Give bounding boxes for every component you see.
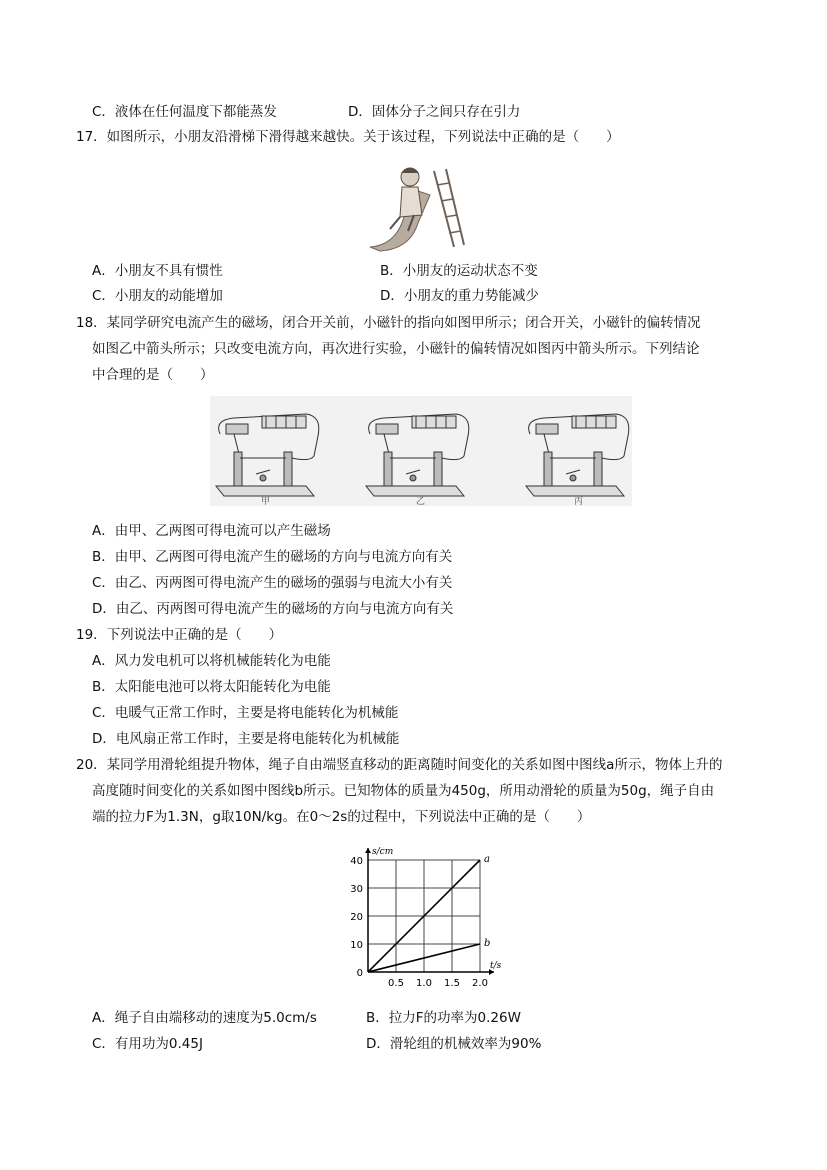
- x-tick-label: 2.0: [472, 978, 488, 989]
- compass-experiment-figure: [210, 396, 632, 506]
- y-axis-label: s/cm: [372, 847, 394, 857]
- q20-option-a: A．绳子自由端移动的速度为5.0cm/s: [92, 1010, 317, 1026]
- y-tick-label: 30: [350, 884, 363, 895]
- q16-option-d: D．固体分子之间只存在引力: [348, 104, 521, 120]
- series-label-a: a: [484, 854, 490, 865]
- q17-option-c: C．小朋友的动能增加: [92, 288, 223, 304]
- q19-option-a: A．风力发电机可以将机械能转化为电能: [92, 653, 331, 669]
- q17-option-a: A．小朋友不具有惯性: [92, 263, 223, 279]
- slide-illustration: [366, 157, 466, 253]
- q18-option-b: B．由甲、乙两图可得电流产生的磁场的方向与电流方向有关: [92, 549, 453, 565]
- q16-option-c: C．液体在任何温度下都能蒸发: [92, 104, 277, 120]
- series-label-b: b: [484, 938, 491, 949]
- q17-option-b: B．小朋友的运动状态不变: [380, 263, 538, 279]
- x-axis-label: t/s: [490, 961, 502, 971]
- figure-label-jia: 甲: [261, 497, 271, 507]
- x-tick-label: 1.5: [444, 978, 460, 989]
- y-axis-arrow: [365, 848, 371, 853]
- q20-option-d: D．滑轮组的机械效率为90%: [366, 1036, 542, 1052]
- q20-stem-line3: 端的拉力F为1.3N，g取10N/kg。在0～2s的过程中，下列说法中正确的是（ ）: [92, 809, 591, 825]
- q20-stem-line1: 20．某同学用滑轮组提升物体，绳子自由端竖直移动的距离随时间变化的关系如图中图线a所示，物体上升的: [76, 757, 723, 773]
- q18-option-d: D．由乙、丙两图可得电流产生的磁场的方向与电流方向有关: [92, 601, 454, 617]
- distance-time-chart: [328, 840, 508, 1000]
- q17-option-d: D．小朋友的重力势能减少: [380, 288, 539, 304]
- x-tick-label: 1.0: [416, 978, 432, 989]
- q18-stem-line2: 如图乙中箭头所示；只改变电流方向，再次进行实验，小磁针的偏转情况如图丙中箭头所示。下列结论: [92, 341, 700, 357]
- figure-label-yi: 乙: [416, 497, 426, 507]
- y-tick-label: 40: [350, 856, 363, 867]
- y-tick-label: 20: [350, 912, 363, 923]
- q19-option-c: C．电暖气正常工作时，主要是将电能转化为机械能: [92, 705, 399, 721]
- figure-label-bing: 丙: [574, 497, 584, 507]
- y-tick-label: 10: [350, 940, 363, 951]
- q18-option-a: A．由甲、乙两图可得电流可以产生磁场: [92, 523, 331, 539]
- x-tick-label: 0.5: [388, 978, 404, 989]
- q18-option-c: C．由乙、丙两图可得电流产生的磁场的强弱与电流大小有关: [92, 575, 453, 591]
- q19-option-d: D．电风扇正常工作时，主要是将电能转化为机械能: [92, 731, 400, 747]
- q20-option-c: C．有用功为0.45J: [92, 1036, 203, 1052]
- q17-stem: 17．如图所示，小朋友沿滑梯下滑得越来越快。关于该过程，下列说法中正确的是（ ）: [76, 129, 620, 145]
- q18-stem-line3: 中合理的是（ ）: [92, 367, 214, 383]
- q19-stem: 19．下列说法中正确的是（ ）: [76, 627, 283, 643]
- q20-option-b: B．拉力F的功率为0.26W: [366, 1010, 521, 1026]
- q18-stem-line1: 18．某同学研究电流产生的磁场，闭合开关前，小磁针的指向如图甲所示；闭合开关，小磁针的偏转情况: [76, 315, 701, 331]
- q20-stem-line2: 高度随时间变化的关系如图中图线b所示。已知物体的质量为450g，所用动滑轮的质量为50g，绳子自由: [92, 783, 715, 799]
- q19-option-b: B．太阳能电池可以将太阳能转化为电能: [92, 679, 331, 695]
- y-tick-label: 0: [356, 968, 363, 979]
